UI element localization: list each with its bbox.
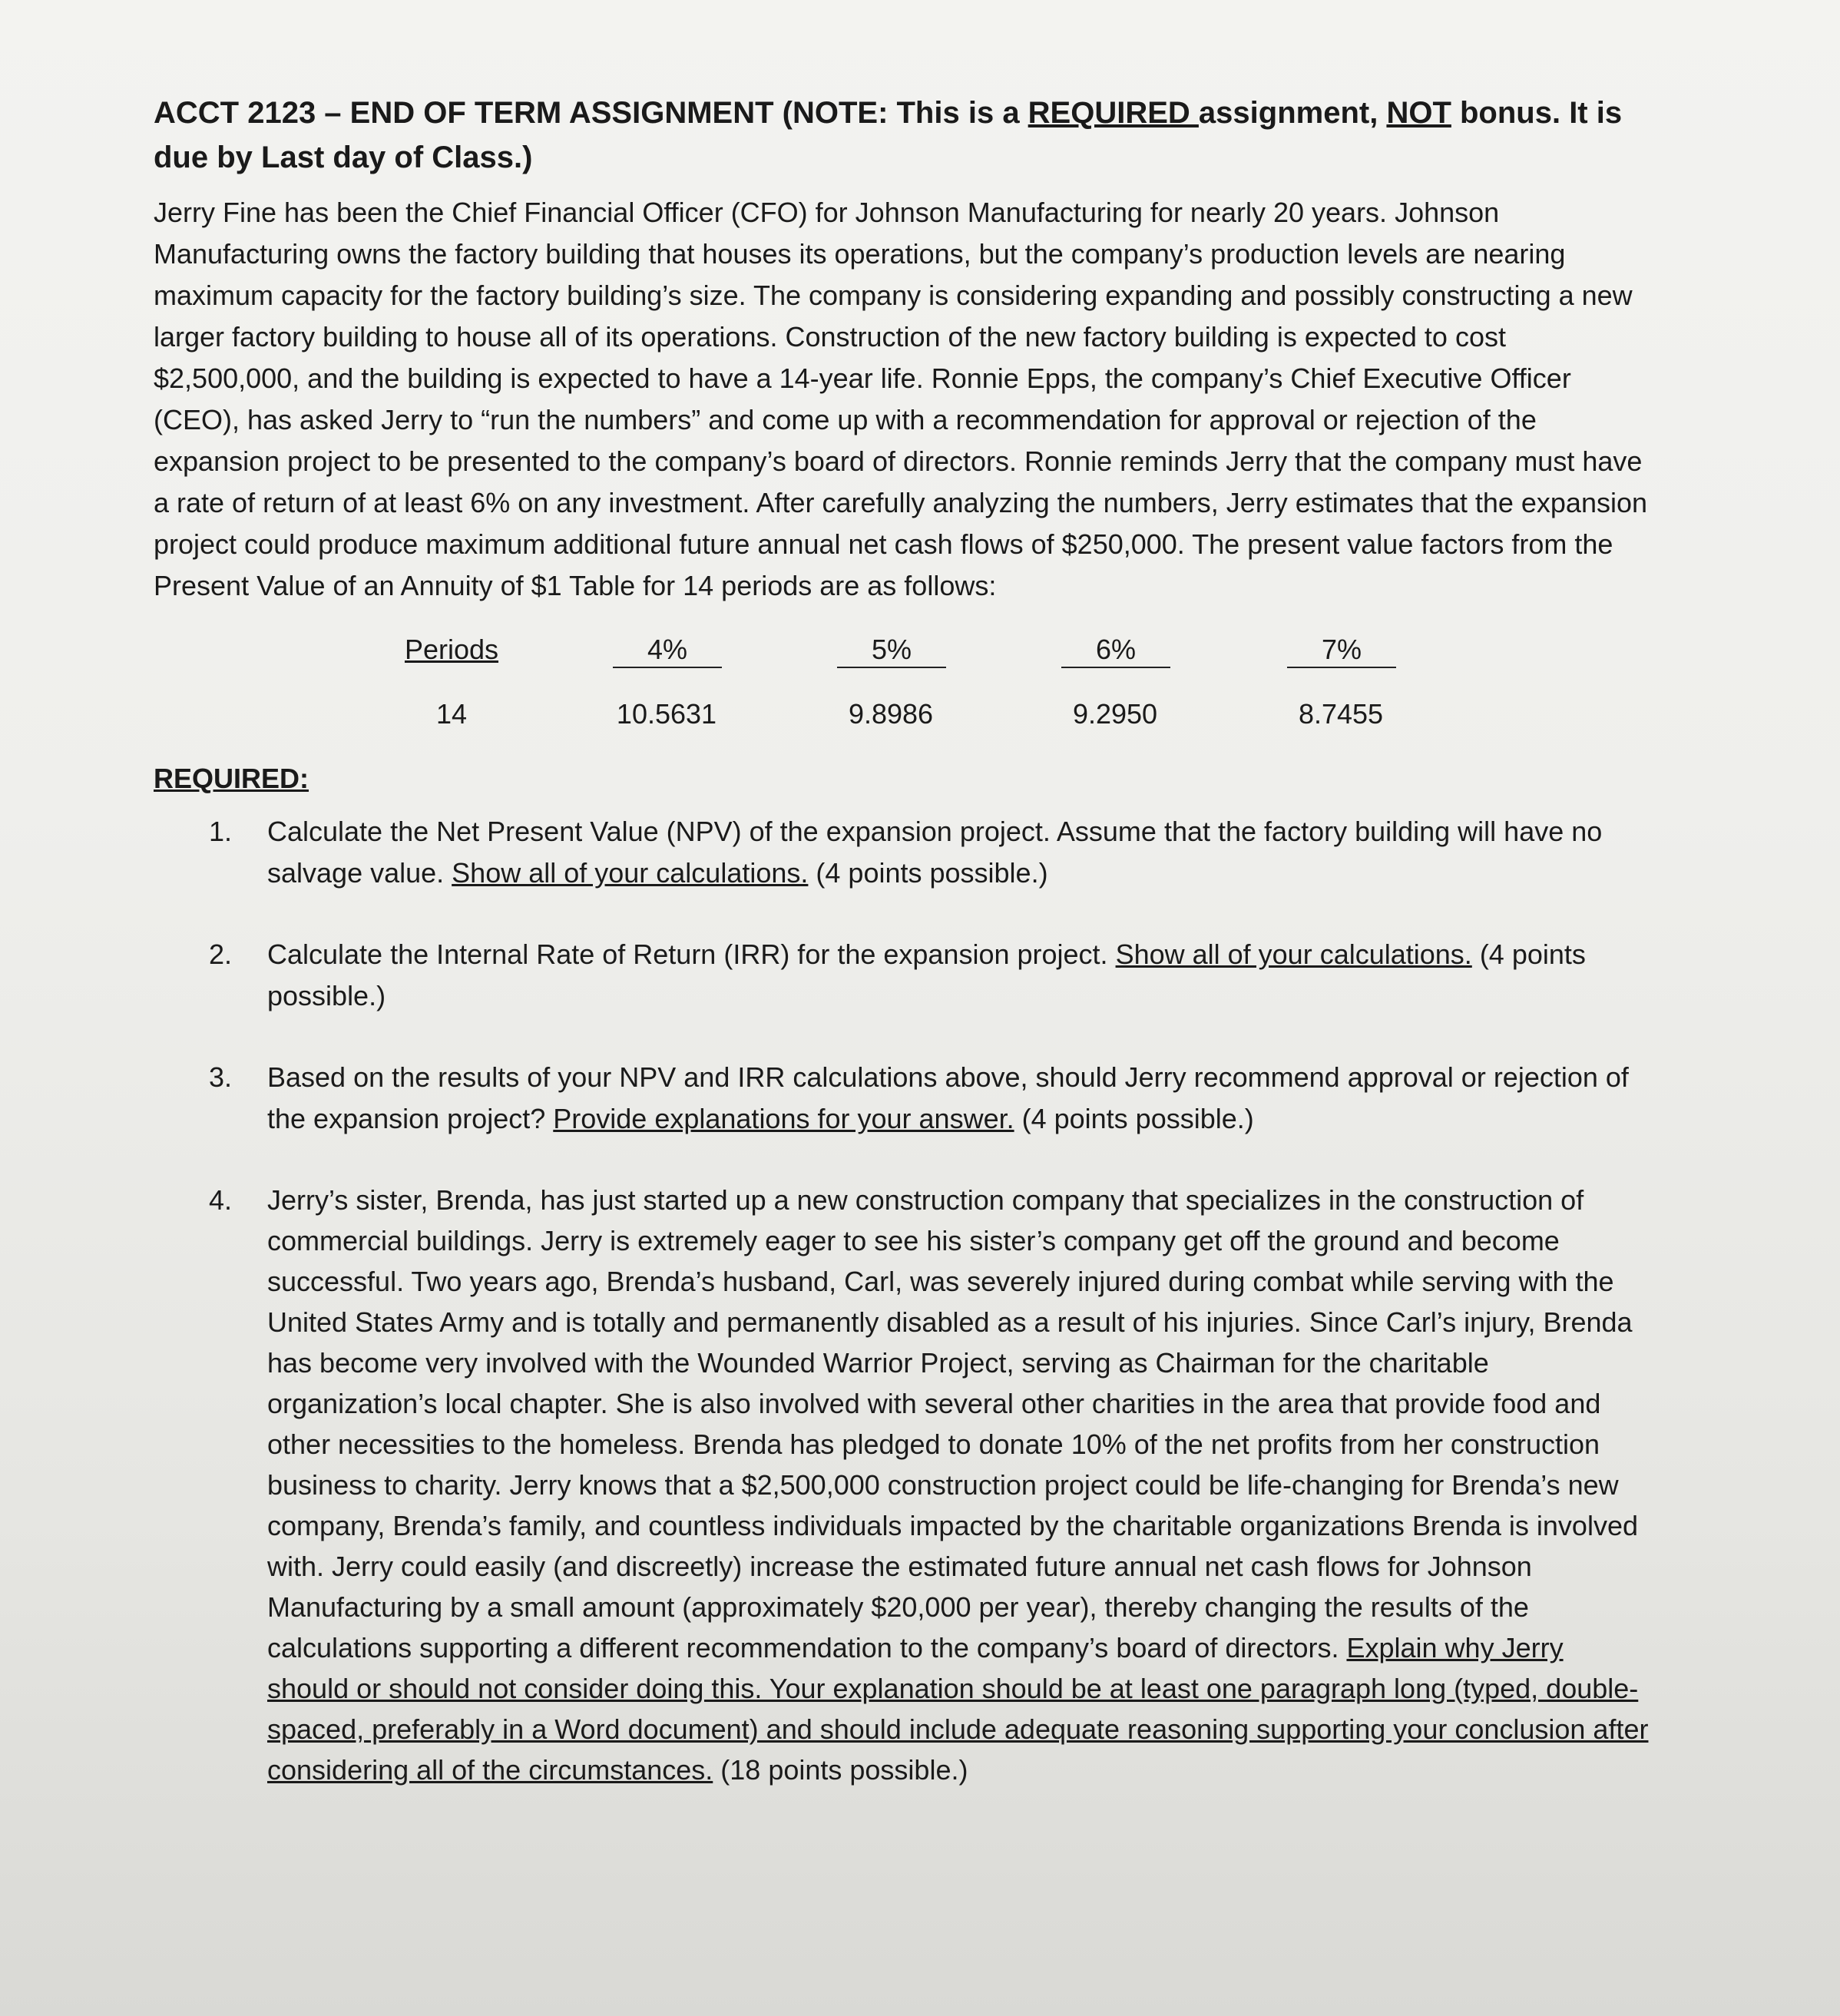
factor-4: 10.5631 [616,698,717,730]
title-not: NOT [1386,96,1451,130]
rate-header-7: 7% [1287,634,1396,668]
document-content [154,91,1651,1830]
item-number: 2. [209,938,233,970]
title-required: REQUIRED [1028,96,1199,130]
item-number: 3. [209,1061,233,1093]
periods-value: 14 [435,698,468,730]
item-emphasis: Show all of your calculations. [1115,938,1472,970]
periods-header: Periods [404,634,499,665]
list-item [154,1180,1651,1790]
factor-5: 9.8986 [848,698,934,730]
required-heading: REQUIRED: [154,763,309,794]
pv-annuity-table [154,607,1651,745]
list-item [154,934,1651,1017]
case-paragraph: Jerry Fine has been the Chief Financial Officer (CFO) for Johnson Manufacturing for nearly 20 years. Johnson Manufacturing owns the factory building that houses its operations, but the company’s production levels are nearing maximum capacity for the factory building’s size. The company is considering expanding and possibly constructing a new larger factory building to house all of its operations. Construction of the new factory building is expected to cost $2,500,000, and the building is expected to have a 14-year life. Ronnie Epps, the company’s Chief Executive Officer (CEO), has asked Jerry to “run the numbers” and come up with a recommendation for approval or rejection of the expansion project to be presented to the company’s board of directors. Ronnie reminds Jerry that the company must have a rate of return of at least 6% on any investment. After carefully analyzing the numbers, Jerry estimates that the expansion project could produce maximum additional future annual net cash flows of $250,000. The present value factors from the Present Value of an Annuity of $1 Table for 14 periods are as follows: [154,197,1648,601]
factor-6: 9.2950 [1072,698,1158,730]
factor-7: 8.7455 [1298,698,1384,730]
rate-header-6: 6% [1061,634,1170,668]
assignment-title [154,91,1651,180]
list-item [154,811,1651,894]
item-emphasis: Explain why Jerry should or should not consider doing this. Your explanation should be at least one paragraph long (typed, double-spaced, preferably in a Word document) and should include adequate reasoning supporting your conclusion after considering all of the circumstances. [267,1632,1649,1786]
item-points: (18 points possible.) [713,1754,968,1786]
required-list [154,811,1651,1790]
item-number: 4. [209,1184,233,1216]
list-item [154,1057,1651,1140]
title-text: ACCT 2123 – END OF TERM ASSIGNMENT (NOTE: This is a [154,96,1028,130]
rate-header-4: 4% [613,634,722,668]
item-emphasis: Provide explanations for your answer. [553,1103,1014,1134]
item-text: Calculate the Internal Rate of Return (IRR) for the expansion project. [267,938,1116,970]
item-points: (4 points possible.) [267,938,1586,1011]
item-text: Based on the results of your NPV and IRR calculations above, should Jerry recommend approval or rejection of the expansion project? [267,1061,1629,1134]
title-text-2: assignment, [1198,96,1387,130]
item-emphasis: Show all of your calculations. [452,857,809,889]
item-number: 1. [209,816,233,847]
item-text: Calculate the Net Present Value (NPV) of the expansion project. Assume that the factory building will have no salvage value. [267,816,1603,889]
item-points: (4 points possible.) [808,857,1048,889]
title-text-3: bonus. It is due by Last day of Class.) [154,96,1623,174]
rate-header-5: 5% [837,634,946,668]
item-text: Jerry’s sister, Brenda, has just started up a new construction company that specializes in the construction of commercial buildings. Jerry is extremely eager to see his sister’s company get off the ground and become successful. Two years ago, Brenda’s husband, Carl, was severely injured during combat while serving with the United States Army and is totally and permanently disabled as a result of his injuries. Since Carl’s injury, Brenda has become very involved with the Wounded Warrior Project, serving as Chairman for the charitable organization’s local chapter. She is also involved with several other charities in the area that provide food and other necessities to the homeless. Brenda has pledged to donate 10% of the net profits from her construction business to charity. Jerry knows that a $2,500,000 construction project could be life-changing for Brenda’s new company, Brenda’s family, and countless individuals impacted by the charitable organizations Brenda is involved with. Jerry could easily (and discreetly) increase the estimated future annual net cash flows for Johnson Manufacturing by a small amount (approximately $20,000 per year), thereby changing the results of the calculations supporting a different recommendation to the company’s board of directors. [267,1184,1638,1663]
item-points: (4 points possible.) [1014,1103,1254,1134]
